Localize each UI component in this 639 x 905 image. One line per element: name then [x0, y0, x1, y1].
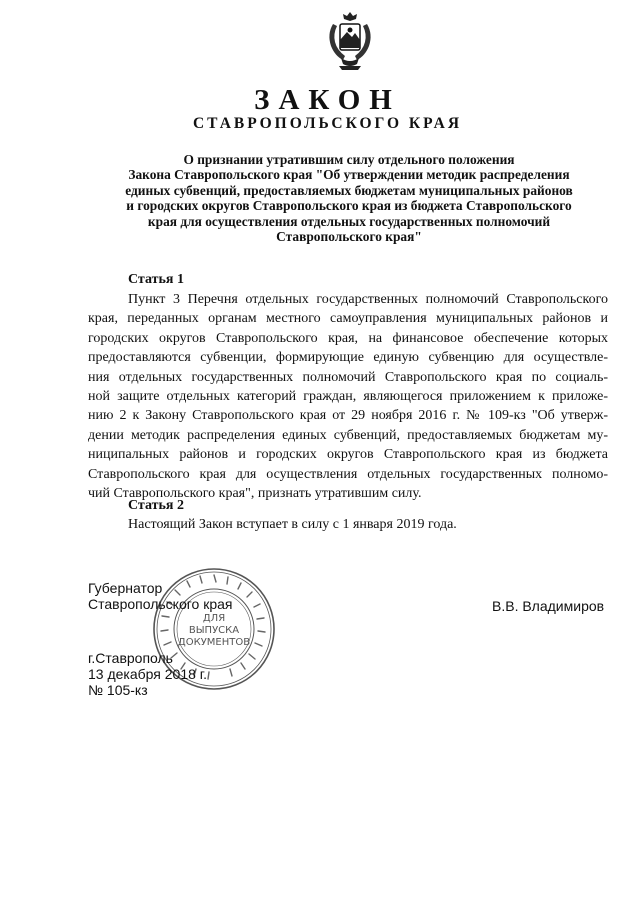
law-number: № 105-кз — [88, 682, 148, 698]
paragraph-line: Ставропольского края для осуществления отдельных государственных полномо- — [88, 466, 608, 482]
paragraph-line: чий Ставропольского края", признать утратившим силу. — [88, 486, 422, 502]
signature-position-line: Губернатор — [88, 580, 163, 596]
paragraph-line: нию 2 к Закону Ставропольского края от 29 ноября 2016 г. № 109-кз "Об утверж- — [88, 408, 608, 424]
paragraph-line: края, переданных органам местного самоуправления муниципальных районов и — [88, 311, 608, 327]
law-title: ЗАКОН — [254, 84, 401, 116]
article-2-text: Настоящий Закон вступает в силу с 1 января 2019 года. — [128, 517, 457, 532]
paragraph-line: ниципальных районов и городских округов Ставропольского края из бюджета — [88, 447, 608, 463]
paragraph-line: ной защите отдельных категорий граждан, являющегося приложением к приложе- — [88, 389, 608, 405]
stamp-text: ВЫПУСКА — [188, 625, 240, 636]
heading-line: Закона Ставропольского края "Об утверждении методик распределения — [128, 167, 570, 183]
paragraph-line: предоставляются субвенции, формирующие единую субвенцию для осуществле- — [88, 350, 608, 366]
coat-of-arms-icon — [327, 10, 373, 74]
article-1-text — [88, 290, 608, 503]
stamp-text: ДОКУМЕНТОВ — [177, 637, 251, 648]
date: 13 декабря 2018 г. — [88, 666, 208, 682]
stamp-text: ДЛЯ — [202, 613, 226, 624]
law-subtitle: СТАВРОПОЛЬСКОГО КРАЯ — [192, 115, 463, 132]
paragraph-line: ния отдельных государственных полномочий Ставропольского края по социаль- — [88, 369, 608, 385]
heading-line: Ставропольского края" — [276, 229, 422, 245]
heading-line: единых субвенций, предоставляемых бюджетам муниципальных районов — [125, 182, 573, 198]
city: г.Ставрополь — [88, 650, 173, 666]
article-1-title: Статья 1 — [128, 272, 184, 287]
law-heading — [60, 152, 638, 244]
place-date-block — [88, 650, 207, 698]
signatory-name: В.В. Владимиров — [492, 598, 605, 614]
paragraph-line: городских округов Ставропольского края, на финансовое обеспечение которых — [88, 330, 608, 346]
heading-line: О признании утратившим силу отдельного положения — [183, 152, 515, 167]
paragraph-line: Пункт 3 Перечня отдельных государственных полномочий Ставропольского — [128, 292, 608, 307]
heading-line: края для осуществления отдельных государственных полномочий — [147, 213, 551, 229]
paragraph-line: дении методик распределения единых субвенций, предоставляемых бюджетам му- — [88, 427, 608, 443]
heading-line: и городских округов Ставропольского края из бюджета Ставропольского — [126, 198, 572, 214]
signature-position — [88, 580, 233, 612]
signature-position-line: Ставропольского края — [88, 596, 233, 612]
article-2-title: Статья 2 — [128, 498, 184, 513]
